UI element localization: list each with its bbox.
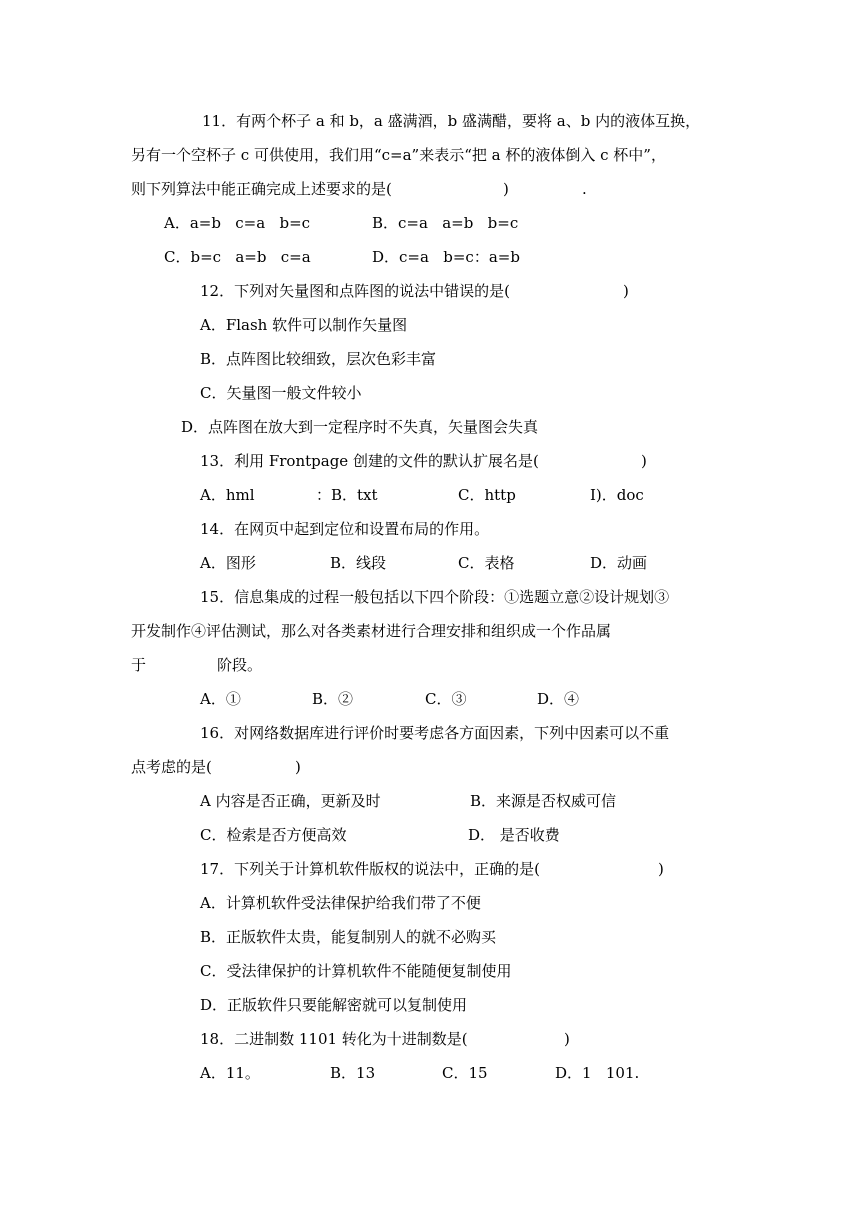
q16-stem-line2: 点考虑的是( bbox=[131, 758, 212, 776]
q13-stem: 13．利用 Frontpage 创建的文件的默认扩展名是( bbox=[200, 452, 539, 470]
q11-answer-paren: ) bbox=[503, 180, 509, 198]
q15-stem-line3-end: 阶段。 bbox=[217, 656, 263, 674]
q17-answer-paren: ) bbox=[658, 860, 664, 878]
q16-option-b: B．来源是否权威可信 bbox=[470, 792, 617, 810]
q13-option-a: A．hml bbox=[200, 486, 255, 504]
q14-option-b: B．线段 bbox=[330, 554, 387, 572]
q12-stem: 12．下列对矢量图和点阵图的说法中错误的是( bbox=[200, 282, 510, 300]
q11-stem-line3: 则下列算法中能正确完成上述要求的是( bbox=[131, 180, 392, 198]
q15-option-b: B．② bbox=[312, 690, 354, 708]
q13-option-c: C．http bbox=[458, 486, 516, 504]
q12-option-d: D．点阵图在放大到一定程序时不失真，矢量图会失真 bbox=[181, 418, 539, 436]
q18-stem: 18．二进制数 1101 转化为十进制数是( bbox=[200, 1030, 468, 1048]
q11-option-b: B．c=a a=b b=c bbox=[372, 214, 519, 232]
q16-option-a: A 内容是否正确，更新及时 bbox=[200, 792, 381, 810]
q15-stem-line3: 于 bbox=[131, 656, 147, 674]
q13-option-d: I)．doc bbox=[590, 486, 644, 504]
q15-option-a: A．① bbox=[200, 690, 241, 708]
q17-stem: 17．下列关于计算机软件版权的说法中，正确的是( bbox=[200, 860, 540, 878]
q12-option-a: A．Flash 软件可以制作矢量图 bbox=[200, 316, 408, 334]
q13-answer-paren: ) bbox=[641, 452, 647, 470]
q16-option-d: D． 是否收费 bbox=[468, 826, 560, 844]
q15-stem-line1: 15．信息集成的过程一般包括以下四个阶段：①选题立意②设计规划③ bbox=[200, 588, 670, 606]
q16-option-c: C．检索是否方便高效 bbox=[200, 826, 347, 844]
q14-stem: 14．在网页中起到定位和设置布局的作用。 bbox=[200, 520, 490, 538]
q11-option-d: D．c=a b=c：a=b bbox=[372, 248, 520, 266]
q16-stem-line1: 16．对网络数据库进行评价时要考虑各方面因素，下列中因素可以不重 bbox=[200, 724, 670, 742]
q18-option-a: A．11。 bbox=[200, 1064, 260, 1082]
q18-option-d: D．1 101. bbox=[555, 1064, 640, 1082]
q17-option-a: A．计算机软件受法律保护给我们带了不便 bbox=[200, 894, 481, 912]
q11-option-c: C．b=c a=b c=a bbox=[164, 248, 311, 266]
q13-option-b: ：B．txt bbox=[316, 486, 378, 504]
q12-option-c: C．矢量图一般文件较小 bbox=[200, 384, 362, 402]
q14-option-d: D．动画 bbox=[590, 554, 648, 572]
q18-option-c: C．15 bbox=[442, 1064, 488, 1082]
q17-option-c: C．受法律保护的计算机软件不能随便复制使用 bbox=[200, 962, 512, 980]
q11-period: . bbox=[582, 180, 587, 198]
q15-stem-line2: 开发制作④评估测试，那么对各类素材进行合理安排和组织成一个作品属 bbox=[131, 622, 612, 640]
q14-option-c: C．表格 bbox=[458, 554, 515, 572]
q17-option-b: B．正版软件太贵，能复制别人的就不必购买 bbox=[200, 928, 497, 946]
q11-stem-line1: 11．有两个杯子 a 和 b，a 盛满酒，b 盛满醋，要将 a、b 内的液体互换， bbox=[202, 112, 701, 130]
q15-option-c: C．③ bbox=[425, 690, 467, 708]
q16-answer-paren: ) bbox=[295, 758, 301, 776]
q17-option-d: D．正版软件只要能解密就可以复制使用 bbox=[200, 996, 468, 1014]
q12-answer-paren: ) bbox=[623, 282, 629, 300]
q14-option-a: A．图形 bbox=[200, 554, 256, 572]
q18-option-b: B．13 bbox=[330, 1064, 376, 1082]
q18-answer-paren: ) bbox=[564, 1030, 570, 1048]
q11-option-a: A．a=b c=a b=c bbox=[164, 214, 311, 232]
q11-stem-line2: 另有一个空杯子 c 可供使用，我们用“c=a”来表示“把 a 杯的液体倒入 c 杯中”， bbox=[131, 146, 666, 164]
q15-option-d: D．④ bbox=[537, 690, 580, 708]
q12-option-b: B．点阵图比较细致，层次色彩丰富 bbox=[200, 350, 437, 368]
